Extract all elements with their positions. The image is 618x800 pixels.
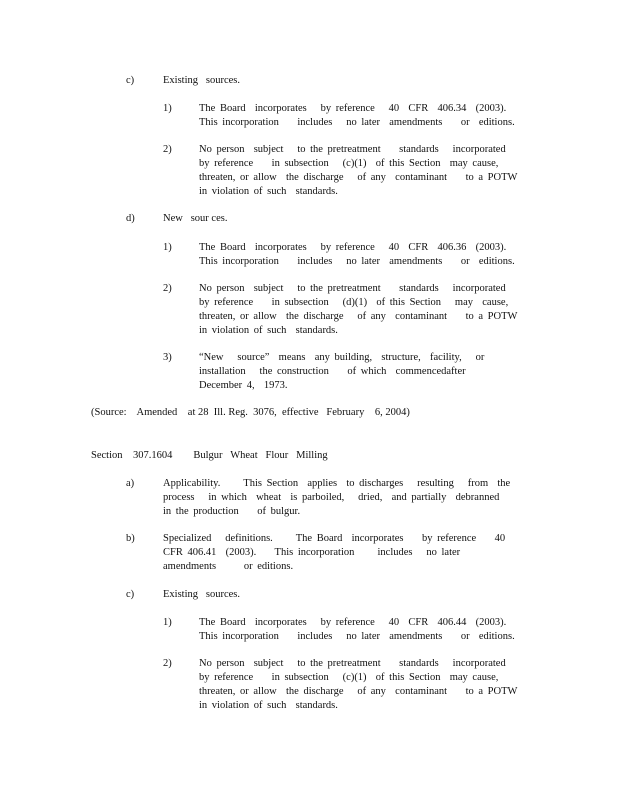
item-text: The Board incorporates by reference 40 CFR 406.34 (2003). This incorporation includes no later amendments or editions. — [199, 103, 520, 128]
section-heading: Section 307.1604 Bulgur Wheat Flour Milling — [91, 450, 328, 461]
item-label: 3) — [163, 352, 172, 363]
item-text: No person subject to the pretreatment standards incorporated by reference in subsection (c)(1) of this Section may cause, threaten, or allow the discharge of any contaminant to a POTW in violation of such standards. — [199, 144, 532, 197]
subsection-label: c) — [126, 75, 135, 86]
subsection-label: d) — [126, 213, 135, 224]
subsection-text: Specialized definitions. The Board incorporates by reference 40 CFR 406.41 (2003). This incorporation includes no later amendments or editions. — [163, 533, 515, 572]
source-note: (Source: Amended at 28 Ill. Reg. 3076, effective February 6, 2004) — [91, 407, 410, 418]
subsection-title: New sour ces. — [163, 213, 228, 224]
subsection-title: Existing sources. — [163, 589, 240, 600]
subsection-title: Existing sources. — [163, 75, 240, 86]
item-label: 1) — [163, 242, 172, 253]
item-label: 1) — [163, 103, 172, 114]
item-label: 2) — [163, 658, 172, 669]
subsection-label: c) — [126, 589, 135, 600]
item-text: “New source” means any building, structure, facility, or installation the construction of which commencedafter December 4, 1973. — [199, 352, 494, 391]
item-text: No person subject to the pretreatment standards incorporated by reference in subsection (d)(1) of this Section may cause, threaten, or allow the discharge of any contaminant to a POTW in violation of such standards. — [199, 283, 532, 336]
subsection-text: Applicability. This Section applies to discharges resulting from the process in which wheat is parboiled, dried, and partially debranned in the production of bulgur. — [163, 478, 518, 517]
item-text: The Board incorporates by reference 40 CFR 406.36 (2003). This incorporation includes no later amendments or editions. — [199, 242, 520, 267]
item-text: The Board incorporates by reference 40 CFR 406.44 (2003). This incorporation includes no later amendments or editions. — [199, 617, 520, 642]
item-label: 1) — [163, 617, 172, 628]
item-text: No person subject to the pretreatment standards incorporated by reference in subsection (c)(1) of this Section may cause, threaten, or allow the discharge of any contaminant to a POTW in violation of such standards. — [199, 658, 532, 711]
item-label: 2) — [163, 144, 172, 155]
subsection-label: a) — [126, 478, 135, 489]
subsection-label: b) — [126, 533, 135, 544]
item-label: 2) — [163, 283, 172, 294]
